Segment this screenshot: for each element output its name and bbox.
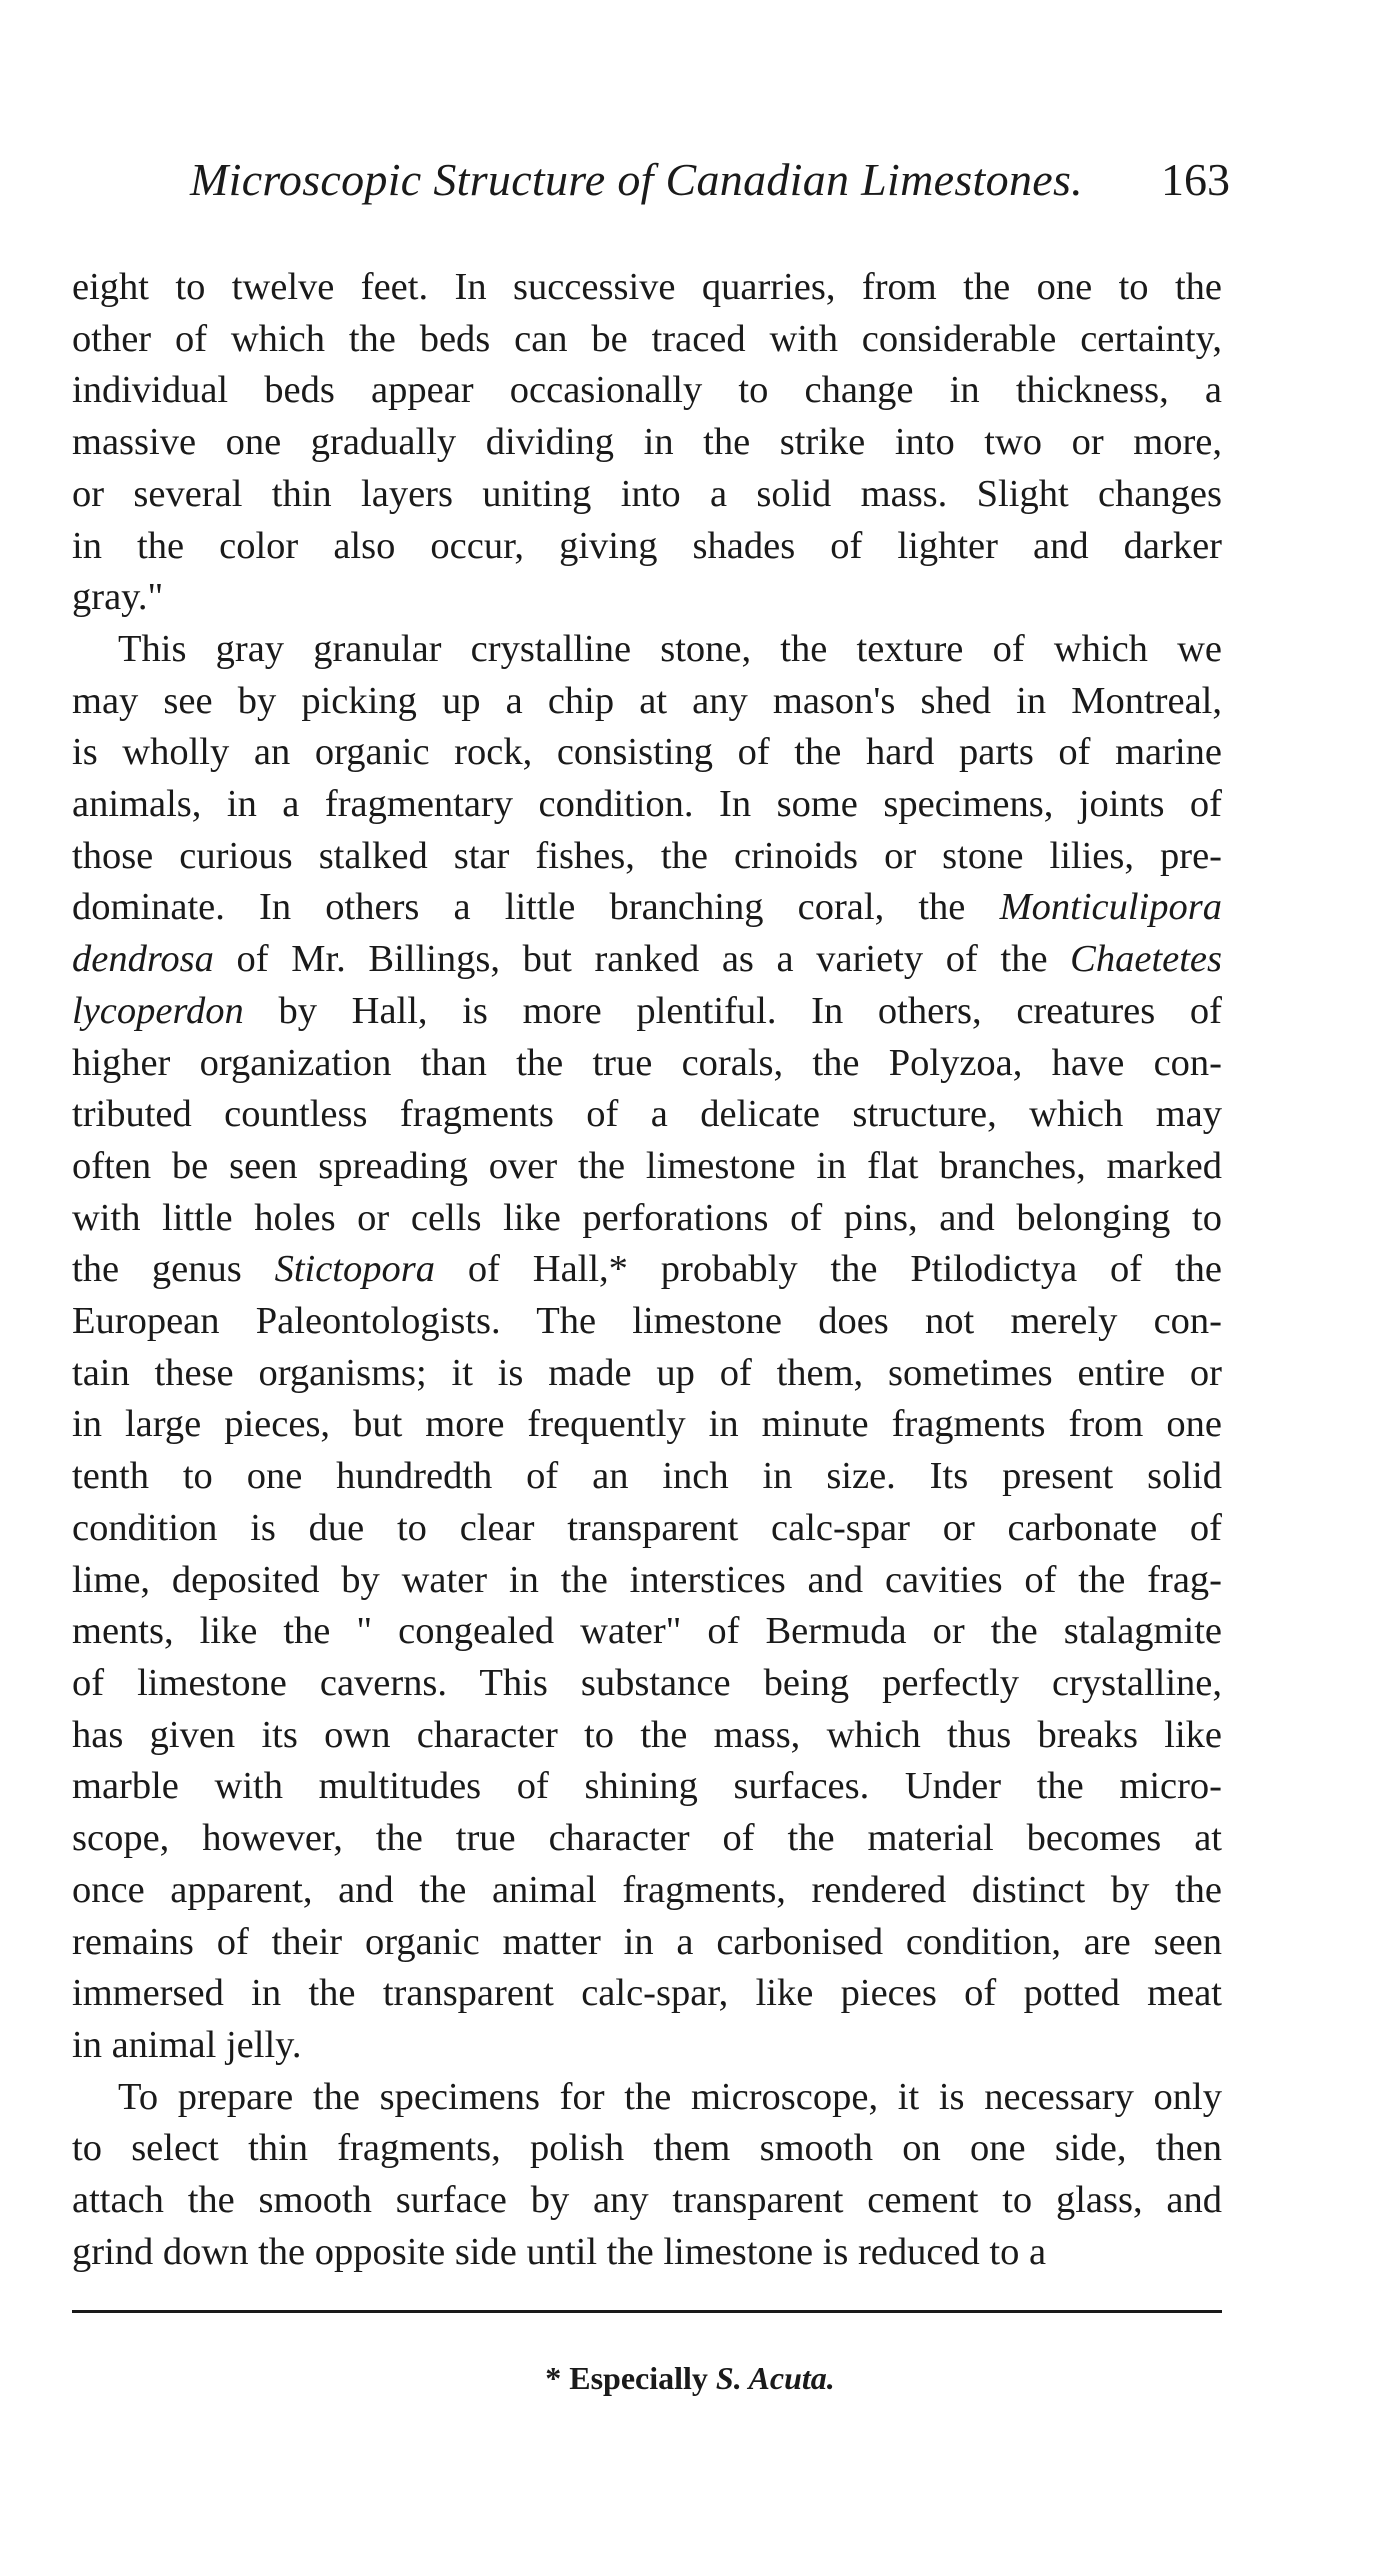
text-line: eight to twelve feet. In successive quarries, from the one to the <box>72 266 1222 308</box>
text-line: of limestone caverns. This substance being perfectly crystalline, <box>72 1661 1222 1704</box>
text-line: To prepare the specimens for the microscope, it is necessary only <box>118 2075 1222 2118</box>
text-line: tain these organisms; it is made up of them, sometimes entire or <box>72 1351 1222 1394</box>
text-line: massive one gradually dividing in the strike into two or more, <box>72 421 1222 464</box>
text-line: gray." <box>72 576 164 619</box>
text-line: dendrosa of Mr. Billings, but ranked as a variety of the Chaetetes <box>72 938 1222 981</box>
text-line: scope, however, the true character of the material becomes at <box>72 1817 1222 1860</box>
text-line: dominate. In others a little branching coral, the Monticulipora <box>72 886 1222 929</box>
footnote-italic: S. Acuta. <box>715 2360 835 2396</box>
text-line: or several thin layers uniting into a solid mass. Slight changes <box>72 472 1222 515</box>
text-line: individual beds appear occasionally to change in thickness, a <box>72 369 1222 412</box>
text-line: ments, like the " congealed water" of Bermuda or the stalagmite <box>72 1610 1222 1653</box>
text-line: higher organization than the true corals, the Polyzoa, have con- <box>72 1041 1222 1084</box>
text-line: has given its own character to the mass, which thus breaks like <box>72 1713 1222 1756</box>
text-line: grind down the opposite side until the limestone is reduced to a <box>72 2230 1047 2273</box>
text-line: marble with multitudes of shining surfaces. Under the micro- <box>72 1765 1222 1808</box>
page-number: 163 <box>1161 154 1230 205</box>
text-line: European Paleontologists. The limestone does not merely con- <box>72 1300 1222 1343</box>
text-line: attach the smooth surface by any transparent cement to glass, and <box>72 2179 1222 2222</box>
footnote-text: Especially <box>569 2360 708 2396</box>
footnote <box>0 2356 1380 2400</box>
running-title: Microscopic Structure of Canadian Limestones. <box>190 154 1083 205</box>
paragraph <box>72 624 1222 2072</box>
body-text <box>72 262 1222 2278</box>
text-line: in animal jelly. <box>72 2023 302 2066</box>
text-line: This gray granular crystalline stone, the texture of which we <box>118 627 1222 670</box>
text-line: animals, in a fragmentary condition. In some specimens, joints of <box>72 783 1222 826</box>
text-line: lime, deposited by water in the interstices and cavities of the frag- <box>72 1558 1222 1601</box>
running-head <box>190 150 1230 220</box>
text-line: tributed countless fragments of a delicate structure, which may <box>72 1093 1222 1136</box>
text-line: remains of their organic matter in a carbonised condition, are seen <box>72 1920 1222 1963</box>
text-line: condition is due to clear transparent calc-spar or carbonate of <box>72 1506 1222 1549</box>
text-line: in the color also occur, giving shades of lighter and darker <box>72 524 1222 567</box>
paragraph <box>72 2072 1222 2279</box>
text-line: those curious stalked star fishes, the crinoids or stone lilies, pre- <box>72 834 1222 877</box>
text-line: the genus Stictopora of Hall,* probably the Ptilodictya of the <box>72 1248 1222 1291</box>
text-line: to select thin fragments, polish them smooth on one side, then <box>72 2127 1222 2170</box>
text-line: often be seen spreading over the limestone in flat branches, marked <box>72 1144 1222 1187</box>
text-line: with little holes or cells like perforations of pins, and belonging to <box>72 1196 1222 1239</box>
footnote-marker: * <box>545 2360 562 2396</box>
text-line: is wholly an organic rock, consisting of the hard parts of marine <box>72 731 1222 774</box>
text-line: once apparent, and the animal fragments, rendered distinct by the <box>72 1868 1222 1911</box>
text-line: lycoperdon by Hall, is more plentiful. In others, creatures of <box>72 989 1222 1032</box>
paragraph <box>72 262 1222 624</box>
text-line: in large pieces, but more frequently in minute fragments from one <box>72 1403 1222 1446</box>
footnote-rule <box>72 2310 1222 2317</box>
text-line: immersed in the transparent calc-spar, like pieces of potted meat <box>72 1972 1222 2015</box>
text-line: may see by picking up a chip at any mason's shed in Montreal, <box>72 679 1222 722</box>
text-line: other of which the beds can be traced with considerable certainty, <box>72 317 1222 360</box>
text-line: tenth to one hundredth of an inch in size. Its present solid <box>72 1455 1222 1498</box>
